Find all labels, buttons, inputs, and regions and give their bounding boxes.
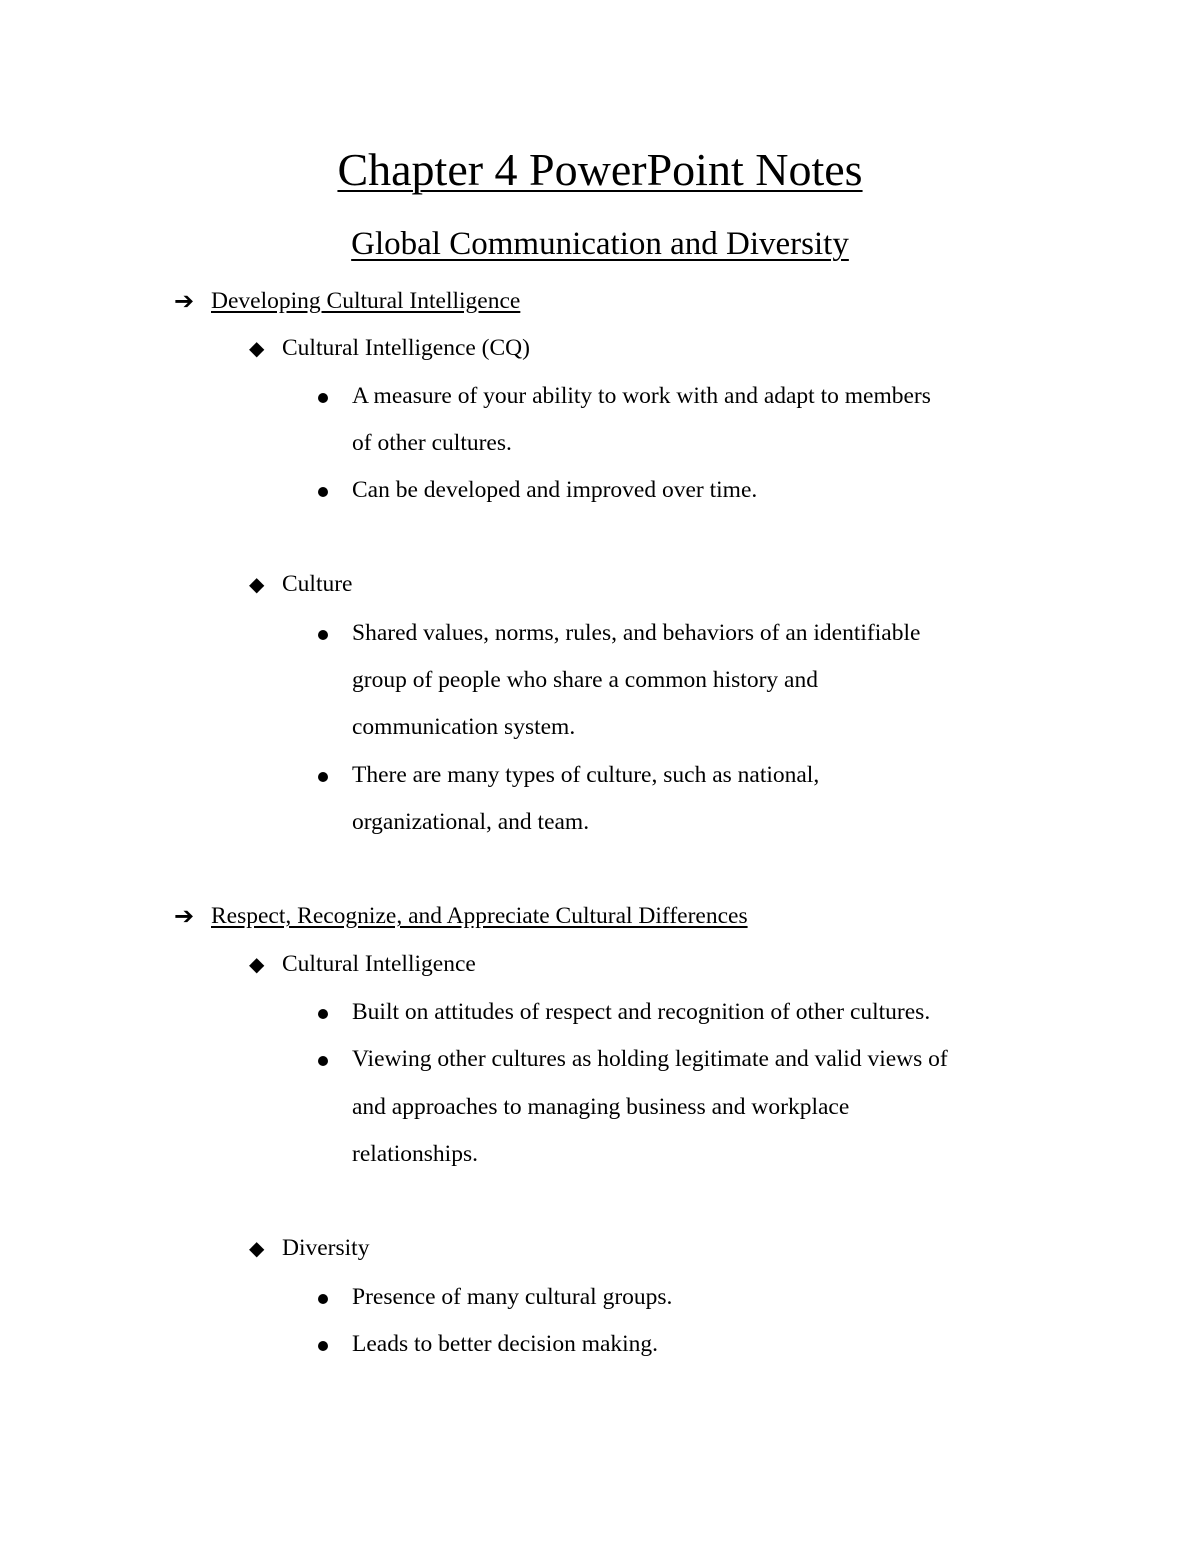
list-item-text: organizational, and team.: [352, 809, 590, 835]
bullet-icon: [318, 1056, 328, 1066]
bullet-icon: [318, 1009, 328, 1019]
list-item-text: Can be developed and improved over time.: [352, 477, 758, 503]
list-item-text: Presence of many cultural groups.: [352, 1284, 673, 1310]
diamond-icon: ◆: [249, 952, 265, 976]
bullet-icon: [318, 393, 328, 403]
section-heading-text: Respect, Recognize, and Appreciate Cultural Differences: [211, 903, 748, 929]
list-item-text: There are many types of culture, such as national,: [352, 762, 820, 788]
list-item-text: Built on attitudes of respect and recognition of other cultures.: [352, 999, 931, 1025]
diamond-icon: ◆: [249, 1236, 265, 1260]
group-label-text: Culture: [282, 571, 353, 597]
bullet-icon: [318, 487, 328, 497]
bullet-icon: [318, 1294, 328, 1304]
bullet-icon: [318, 772, 328, 782]
list-item-text: group of people who share a common history and: [352, 667, 818, 693]
diamond-icon: ◆: [249, 336, 265, 360]
group-label-text: Cultural Intelligence: [282, 951, 476, 977]
list-item-text: Viewing other cultures as holding legitimate and valid views of: [352, 1046, 948, 1072]
section-heading-text: Developing Cultural Intelligence: [211, 288, 521, 314]
list-item-text: communication system.: [352, 714, 576, 740]
list-item-text: and approaches to managing business and workplace: [352, 1094, 850, 1120]
arrow-icon: ➔: [174, 287, 195, 315]
bullet-icon: [318, 630, 328, 640]
group-label-text: Cultural Intelligence (CQ): [282, 335, 530, 361]
list-item-text: Leads to better decision making.: [352, 1331, 659, 1357]
arrow-icon: ➔: [174, 902, 195, 930]
page-subtitle: Global Communication and Diversity: [351, 226, 849, 262]
page-title: Chapter 4 PowerPoint Notes: [337, 144, 863, 195]
diamond-icon: ◆: [249, 572, 265, 596]
list-item-text: of other cultures.: [352, 430, 512, 456]
group-label-text: Diversity: [282, 1235, 370, 1261]
list-item-text: Shared values, norms, rules, and behaviors of an identifiable: [352, 620, 921, 646]
list-item-text: A measure of your ability to work with and adapt to members: [352, 383, 931, 409]
bullet-icon: [318, 1341, 328, 1351]
list-item-text: relationships.: [352, 1141, 478, 1167]
